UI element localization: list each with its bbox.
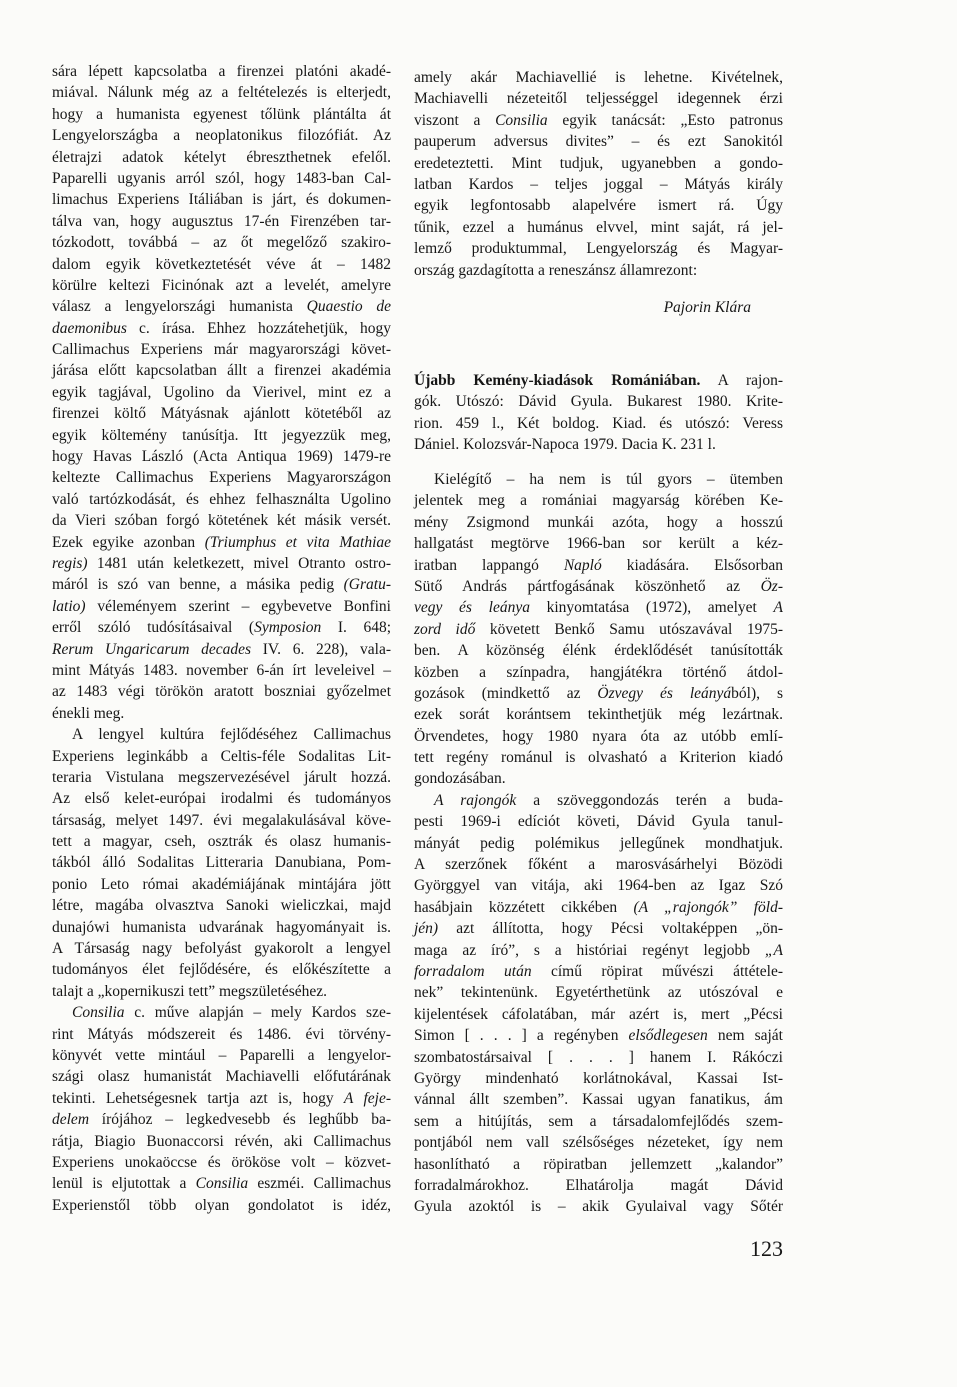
italic-text: regis) [52,554,88,572]
italic-text: elsődlegesen [628,1027,708,1045]
text-line: pesti 1969-i edíciót követi, Dávid Gyula tanul- [414,813,783,831]
text-line: György mindenható korlátnokával, Kassai Ist- [414,1069,783,1087]
text-line: Machiavelli nézeteitől teljességgel idegennek érzi [414,90,783,108]
text-line: tálva van, hogy augusztus 17-én Firenzében tar- [52,212,391,230]
text-line: Consilia c. műve alapján – mely Kardos sze- [72,1004,391,1022]
text-line: Experiens unokaöccse és örököse volt – közvet- [52,1153,391,1171]
text-line: szági olasz humanistát Machiavelli előfutárának [52,1068,391,1086]
text-line: keltezte Callimachus Experiens Magyarországon [52,469,391,487]
text-line: pauperum adversus divites” – és ezt Sanokitól [414,133,783,151]
text-line: Lengyelországba a neoplatonikus filozófiát. Az [52,127,391,145]
text-line: lemző produktummal, Lengyelország és Magyar- [414,240,783,258]
text-line: tűnik, ezzel a humánus elvvel, mint saját, rá jel- [414,218,783,236]
italic-text: zord idő [414,620,476,638]
italic-text: forradalom után [414,962,532,980]
text-line: iratban lappangó Napló kiadására. Elsősorban [414,556,783,574]
paragraph [52,1002,391,1216]
text-line: válasz a lengyelországi humanista Quaestio de [52,298,391,316]
text-line: Sütő András pártfogásának köszönhető az Öz- [414,577,783,595]
text-line: mény Zsigmond munkái azóta, hogy a hosszú [414,513,783,531]
text-line: Kielégítő – ha nem is túl gyors – ütemben [434,471,783,488]
text-line: nek” tekintenünk. Egyetérthetünk az utószóval e [414,984,783,1002]
text-line: gók. Utószó: Dávid Gyula. Bukarest 1980. Krite- [414,393,783,411]
text-line: Experiens leginkább a Celtis-féle Sodalitas Lit- [52,747,391,765]
text-line: delem írójához – legkedvesebb és leghűbb ba- [52,1111,391,1129]
text-line: énekli meg. [52,704,125,722]
text-line: Ezek egyike azonban (Triumphus et vita Mathiae [52,533,392,551]
italic-text: „A [764,941,783,959]
text-line: hogy Havas László (Acta Antiqua 1969) 1479-re [52,448,391,466]
text-line: teraria Vistulana megszervezésével járult hozzá. [52,768,391,786]
text-line: limachus Experiens Itáliában is járt, és dokumen- [52,191,391,209]
text-line: daemonibus c. írása. Ehhez hozzátehetjük, hogy [52,319,391,337]
text-line: Az első kelet-európai irodalmi és tudományos [52,790,391,808]
paragraph [414,67,783,281]
text-line: szombatostársaival [ . . . ] hanem I. Rákóczi [414,1048,783,1066]
text-line: létre, magába olvasztva Sanoki wieliczkai, majd [52,897,391,915]
text-line: A Társaság nagy befolyást gyakorolt a lengyel [52,940,391,958]
text-line: da Vieri szóban forgó kötetének két másik versét. [52,512,391,530]
text-line: életrajzi adatok kételyt ébreszthetnek efelől. [52,148,391,166]
italic-text: Quaestio de [306,298,391,316]
italic-text: Napló [563,556,602,574]
paragraph [414,370,783,456]
italic-text: Özvegy és leányá [597,684,732,702]
text-line: viszont a Consilia egyik tanácsát: „Esto patronus [414,111,783,129]
text-line: jelentek meg a romániai magyarság körében Ke- [414,492,783,510]
right-column-text [414,67,783,281]
text-line: vánnal állt szemben”. Kassai ugyan fanatikus, ám [414,1091,783,1109]
text-line: könyvét vette mintául – Paparelli a lengyelor- [52,1046,391,1064]
text-line: mányát pedig polémikus jellegűnek mondhatjuk. [414,834,783,852]
text-line: rion. 459 l., Két boldog. Kiad. és utószó: Veress [414,414,783,432]
text-line: A rajongók a szöveggondozás terén a buda- [434,791,783,809]
text-line: eredeteztetti. Mint tudjuk, ugyanebben a gondo- [414,154,783,172]
text-line: hasábjain közzétett cikkében (A „rajongók” föld- [414,898,783,916]
text-line: tekinti. Lehetségesnek tartja azt is, hogy A feje- [52,1089,391,1107]
text-line: maga az író”, s a históriai regényt legjobb „A [414,941,783,959]
text-line: Rerum Ungaricarum decades IV. 6. 228), vala- [52,640,391,658]
text-line: vegy és leánya kinyomtatása (1972), amelyet A [414,599,783,617]
text-line: ponio Leto római akadémiájának mintájára jött [52,875,391,893]
text-line: közben a színpadra, hangjátékra történő átdol- [414,663,783,681]
text-line: firenzei költő Mátyásnak ajánlott kötetéből az [52,405,391,423]
italic-text: Öz- [760,577,783,595]
text-line: zord idő követett Benkő Samu utószavával 1975- [414,620,783,638]
italic-text: (Gratu- [343,576,391,594]
text-line: való tartózkodását, és ehhez felhasználta Ugolino [52,490,391,508]
text-line: dalom egyik következtetését véve át – 1482 [52,255,391,273]
italic-text: daemonibus [52,319,127,337]
text-line: jén) azt állította, hogy Pécsi voltaképpen „ön- [414,920,783,938]
text-line: talajt a „kopernikuszi tett” megszületéséhez. [52,982,328,1000]
text-line: mint Mátyás 1483. november 6-án írt leveleivel – [52,661,391,679]
text-line: Simon [ . . . ] a regényben elsődlegesen nem saját [414,1027,783,1045]
italic-text: Consilia [72,1004,125,1022]
italic-text: delem [52,1111,90,1129]
text-line: regis) 1481 után keletkezett, mivel Otranto ostro- [52,554,391,572]
italic-text: jén) [414,920,439,938]
text-line: járása előtt kapcsolatban állt a firenzei akadémia [52,362,391,380]
text-line: tákból álló Sodalitas Litteraria Danubiana, Pom- [52,854,391,872]
text-line: amely akár Machiavellié is lehetne. Kivételnek, [414,69,783,86]
italic-text: latio) [52,597,86,615]
text-line: hallgatást megtörve 1966-ban sor került a kéz- [414,535,783,553]
text-line: lenül is eljutottak a Consilia eszméi. Callimachus [52,1175,391,1193]
italic-text: A [773,599,783,617]
text-line: egyik legfontosabb alapelvére ismert rá. Úgy [414,197,783,215]
text-line: Experienstől több olyan gondolatot is idéz, [52,1196,391,1214]
italic-text: (A „rajongók” föld- [633,898,783,916]
italic-text: (Triumphus et vita Mathiae [204,533,392,551]
text-line: forradalom után című röpirat művészi áttétele- [414,962,783,980]
author-signature: Pajorin Klára [663,299,751,316]
text-line: társaság, melyet 1497. évi megalakulásával köve- [52,811,391,829]
text-line: latban Kardos – teljes joggal – Mátyás király [414,175,783,193]
text-line: pontjából nem vall szélsőséges nézeteket, így nem [414,1134,783,1152]
paragraph [52,724,391,1002]
text-line: A szerzőnek főként a marosvásárhelyi Bözödi [414,856,783,874]
text-line: gondozásában. [414,770,506,788]
text-line: Paparelli ugyanis arról szól, hogy 1483-ban Cal- [52,169,391,187]
text-line: körülre keltezi Ficinónak azt a levelét, amelyre [52,276,391,294]
italic-text: Rerum Ungaricarum decades [52,640,252,658]
text-line: tózkodott, továbbá – az őt megelőző szakiro- [52,234,391,252]
text-line: rint Mátyás módszereit és 1486. évi törvény- [52,1025,391,1043]
text-line: erről szóló tudósításaival (Symposion I. 648; [52,619,392,637]
paragraph [414,790,783,1218]
text-line: ben. A közönség élénk érdeklődését tanúsították [414,642,783,660]
italic-text: A rajongók [434,791,517,809]
italic-text: Consilia [195,1175,249,1193]
text-line: A lengyel kultúra fejlődéséhez Callimachus [72,726,391,744]
text-line: sára lépett kapcsolatba a firenzei platóni akadé- [52,63,391,80]
text-line: az 1483 végi törökön aratott boszniai győzelmet [52,683,391,701]
text-line: tett a magyar, cseh, osztrák és olasz humanis- [52,833,391,851]
text-line: rátja, Biagio Buonaccorsi révén, aki Callimachus [52,1132,391,1150]
text-line: hogy a humanista egyenest tőlünk plántálta át [52,105,391,123]
review-body-text [414,469,783,1218]
text-line: egyik költemény tanúsítja. Itt jegyezzük meg, [52,426,391,444]
page-number: 123 [750,1236,783,1261]
text-line: Dániel. Kolozsvár-Napoca 1979. Dacia K. 231 l. [414,436,716,454]
italic-text: Consilia [495,111,548,129]
text-line: miával. Nálunk még az a feltételezés is elterjedt, [52,84,391,102]
text-line: ezek sorát korántsem tekinthetjük még lezártnak. [414,706,783,724]
text-line: máról is szó van benne, a másika pedig (Gratu- [52,576,391,594]
text-line: Örvendetes, hogy 1980 nyara óta az utóbb emlí- [414,727,783,745]
review-heading [414,370,783,456]
text-line: sem a hitújítás, sem a társadalomfejlődés szem- [414,1112,783,1130]
italic-text: Symposion [254,619,322,637]
text-line: tett regény románul is olvasható a Kriterion kiadó [414,749,783,767]
text-line: Újabb Kemény-kiadások Romániában. A rajon- [414,372,784,389]
text-line: tudományos élet fejlődésére, és előkészítette a [52,961,391,979]
left-column-text [52,61,391,1216]
text-line: dunajówi humanista udvarának hagyományait is. [52,918,391,936]
paragraph [414,469,783,790]
text-line: Györggyel van vitája, aki 1964-ben az Igaz Szó [414,877,783,895]
text-line: ország gazdagította a reneszánsz államrezont: [414,261,698,279]
text-line: kijelentések cáfolatában, már azért is, mert „Pécsi [414,1005,783,1023]
text-line: latio) véleményem szerint – egybevetve Bonfini [52,597,391,615]
text-line: hasonlítható a röpiratban jellemzett „kalandor” [414,1155,783,1173]
italic-text: vegy és leánya [414,599,530,617]
italic-text: A feje- [343,1089,391,1107]
text-line: Gyula azoktól is – akik Gyulaival vagy Sőtér [414,1198,783,1216]
bold-text: Újabb Kemény-kiadások Romániában. [414,372,701,389]
text-line: egyik tagjával, Ugolino da Vierivel, mint ez a [52,383,391,401]
text-line: Callimachus Experiens már magyarországi követ- [52,341,391,359]
paragraph [52,61,391,724]
text-line: gozások (mindkettő az Özvegy és leányából), s [414,684,783,702]
text-line: forradalmárokhoz. Elhatárolja magát Dávid [414,1176,783,1194]
